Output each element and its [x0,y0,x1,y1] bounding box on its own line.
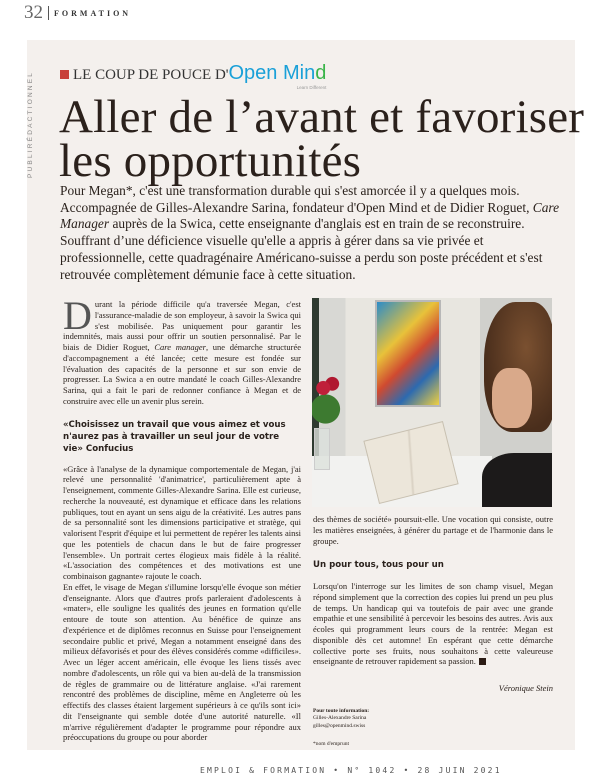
article-photo [312,298,552,507]
email-link[interactable]: gilles@openmind.swiss [313,722,366,729]
kicker [60,62,327,90]
paragraph: «Grâce à l'analyse de la dynamique comportementale de Megan, j'ai relevé une personnalité 'd'animatrice', particulièrement apte à l'enseignement, commente Gilles-Alexandre Sarina. Elle est curieuse, recherche la nouveauté, est dynamique et efficace dans les relations publiques, tout en ayant un sens aigu de la créativité. Les autres pans de sa personnalité sont les dimensions participative et stratège, qui valorisent l'esprit d'équipe et lui permettent de repérer les talents ainsi que les potentiels de chacun dans le but de faire progresser l'ensemble». Un portrait certes élogieux mais fidèle à la réalité. «L'association des compétences et des motivations est une combinaison gagnante» rajoute le coach. [63,463,301,581]
footnote: *nom d'emprunt [313,741,349,748]
subheading: Un pour tous, tous pour un [313,560,444,571]
section-label: FORMATION [54,9,132,18]
author-signature: Véronique Stein [498,683,553,693]
footer: EMPLOI & FORMATION • N° 1042 • 28 JUIN 2021 [200,766,502,775]
paragraph: des thèmes de société» poursuit-elle. Une vocation qui consiste, outre les matières enseignées, à générer du partage et de l'harmonie dans le groupe. [313,514,553,546]
divider [48,6,49,20]
page-number: 32 [24,2,43,23]
article-title: Aller de l’avant et favoriser les opportunités [59,91,585,187]
painting [375,300,441,407]
side-label: PUBLIRÉDACTIONNEL [27,70,34,178]
roses [312,373,357,433]
paragraph: Durant la période difficile qu'a traversée Megan, c'est l'assurance-maladie de son employeur, à savoir la Swica qui s'est mobilisée. Pas uniquement pour garantir les indemnités, mais aussi pour offrir un soutien personnalisé. Par le biais de Didier Roguet, Care manager, une démarche structurée d'accompagnement a été lancée; cette mesure est fondée sur l'évaluation des capacités de la personne et sur son envie de progresser. La Swica a en outre mandaté le coach Gilles-Alexandre Sarina, qui a fait le pari de redonner confiance à Megan et de construire avec elle un avenir plus serein. [63,293,301,406]
red-square-icon [60,70,69,79]
pull-quote: «Choisissez un travail que vous aimez et vous n'aurez pas à travailler un seul jour de votre vie» Confucius [63,419,286,454]
contact-info: Pour toute information: Gilles-Alexandre Sarina gilles@openmind.swiss [313,707,370,729]
lead-paragraph: Pour Megan*, c'est une transformation durable qui s'est amorcée il y a quelques mois. Accompagnée de Gilles-Alexandre Sarina, fondateur d'Open Mind et de Didier Roguet, Care Manager auprès de la Swica, cette enseignante d'anglais est en train de se reconstruire. Souffrant d’une déficience visuelle qu'elle a appris à gérer dans sa vie privée et professionnelle, cette quadragénaire Américano-suisse a perdu son poste précédent et s'est retrouvée complètement démunie face à cette situation. [60,183,560,282]
end-mark-icon [479,658,486,665]
left-column [63,293,301,743]
drop-cap: D [63,293,92,338]
paragraph: En effet, le visage de Megan s'illumine lorsqu'elle évoque son métier d'enseignante. Alors que d'autres profs parleraient d'adolescents à «mater», elle souligne les qualités des jeunes en formation qu'elle entoure de toute son attention. Au bénéfice de quinze ans d'expérience et de diplômes reconnus en Suisse pour l'enseignement secondaire public et privé, Megan a notamment enseigné dans des milieux défavorisés et pour des élèves considérés comme «difficiles». Avec un léger accent américain, elle évoque les liens tissés avec nombre d'adolescents, un rôle qui va bien au-delà de la transmission de règles de grammaire ou de littérature anglaise. «J'ai rarement rencontré des problèmes de discipline, même en Angleterre où les effectifs des classes étaient largement supérieurs à ce qu'ils sont ici» dit l'enseignante qui semble dotée d'une autorité naturelle. «Il m'arrive régulièrement d'adapter le programme pour répondre aux préoccupations du groupe ou pour aborder [63,581,301,743]
right-column [313,514,553,750]
paragraph: Lorsqu'on l'interroge sur les limites de son champ visuel, Megan répond simplement que la correction des copies lui prend un peu plus de temps. Un handicap qui va toutefois de pair avec une grande empathie et une sensibilité à percevoir les besoins des autres. Avis aux écoles qui programment leurs cours de la rentrée: Megan est disponible dès cet automne! En espérant que cette démarche collective porte ses fruits, nous souhaitons à cette valeureuse enseignante de retrouver rapidement sa passion. [313,581,553,667]
kicker-text: LE COUP DE POUCE D' [73,67,229,83]
open-mind-logo: Open Mind Learn Different [228,62,327,90]
